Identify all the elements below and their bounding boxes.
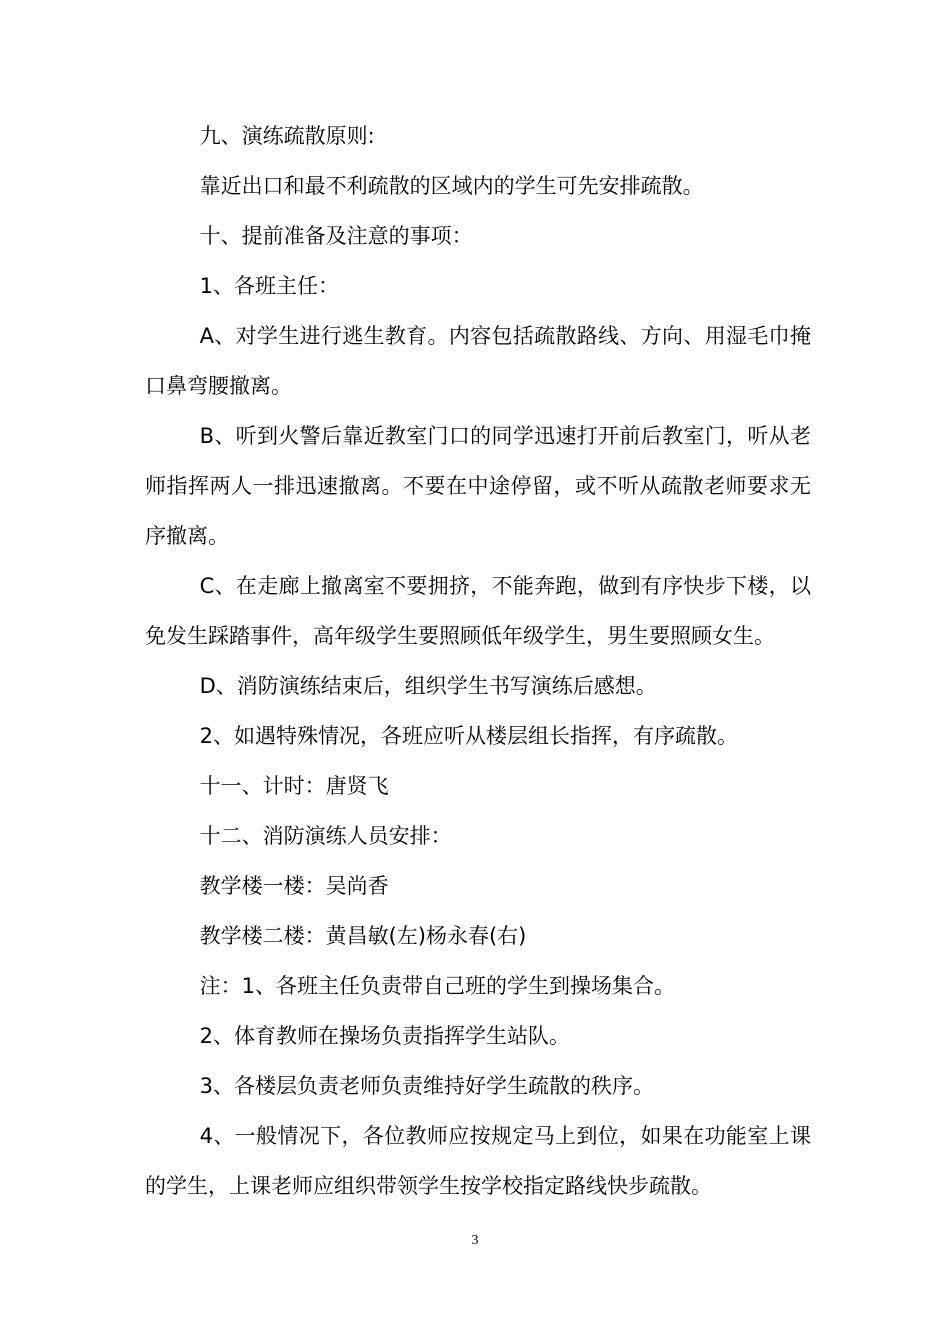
paragraph-item-b: B、听到火警后靠近教室门口的同学迅速打开前后教室门，听从老师指挥两人一排迅速撤离。不要在中途停留，或不听从疏散老师要求无序撤离。 [145,424,811,548]
paragraph-note-2: 2、体育教师在操场负责指挥学生站队。 [199,1024,570,1048]
paragraph-note-3: 3、各楼层负责老师负责维持好学生疏散的秩序。 [199,1074,654,1098]
paragraph-preparation-heading: 十、提前准备及注意的事项： [199,224,473,248]
page-number: 3 [471,1233,479,1248]
paragraph-item-c: C、在走廊上撤离室不要拥挤，不能奔跑，做到有序快步下楼，以免发生踩踏事件，高年级学生要照顾低年级学生，男生要照顾女生。 [145,574,811,648]
paragraph-staff-heading: 十二、消防演练人员安排： [199,824,452,848]
paragraph-evacuation-principle: 靠近出口和最不利疏散的区域内的学生可先安排疏散。 [199,174,704,198]
paragraph-item-d: D、消防演练结束后，组织学生书写演练后感想。 [199,674,657,698]
paragraph-note-1: 注：1、各班主任负责带自己班的学生到操场集合。 [199,974,675,998]
paragraph-note-4: 4、一般情况下，各位教师应按规定马上到位，如果在功能室上课的学生，上课老师应组织带领学生按学校指定路线快步疏散。 [145,1124,811,1198]
paragraph-floor-one: 教学楼一楼：吴尚香 [199,874,389,898]
paragraph-special-cases: 2、如遇特殊情况，各班应听从楼层组长指挥，有序疏散。 [199,724,738,748]
paragraph-evacuation-principle-heading: 九、演练疏散原则: [199,124,375,148]
paragraph-floor-two: 教学楼二楼：黄昌敏(左)杨永春(右) [199,924,527,948]
paragraph-timekeeper: 十一、计时：唐贤飞 [199,774,389,798]
paragraph-class-teachers: 1、各班主任： [199,274,339,298]
paragraph-item-a: A、对学生进行逃生教育。内容包括疏散路线、方向、用湿毛巾掩口鼻弯腰撤离。 [145,324,811,398]
document-body [145,111,811,1211]
